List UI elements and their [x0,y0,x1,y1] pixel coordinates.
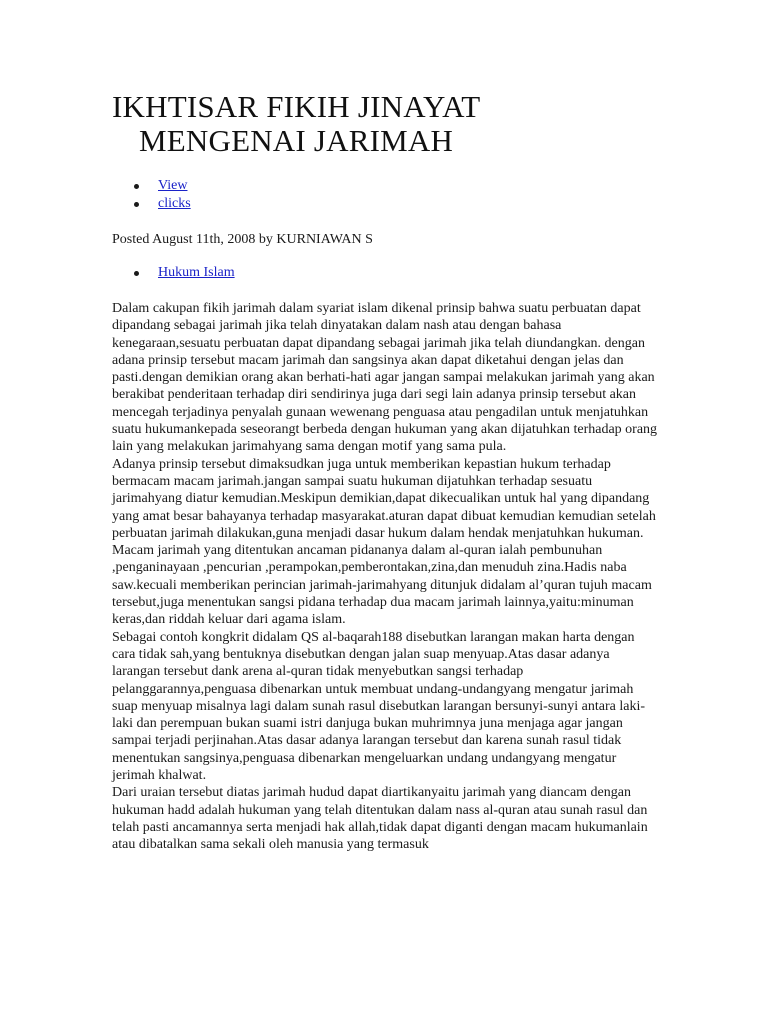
category-link[interactable]: Hukum Islam [158,265,235,280]
view-link[interactable]: View [158,178,188,193]
posted-byline: Posted August 11th, 2008 by KURNIAWAN S [112,232,373,247]
category-list [112,264,235,282]
paragraph: Adanya prinsip tersebut dimaksudkan juga untuk memberikan kepastian hukum terhadap bermacam macam jarimah.jangan sampai suatu hukuman dijatuhkan terhadap sesuatu jarimahyang diatur kemudian.Meskipun demikian,dapat dikecualikan untuk hal yang dipandang yang amat besar bahayanya terhadap masyarakat.aturan dapat dibuat kemudian kemudian setelah perbuatan jarimah dilakukan,guna menjadi dasar hukum dalam hendak menjatuhkan hukuman. [112,456,656,541]
bullet-icon [134,184,139,189]
paragraph: Sebagai contoh kongkrit didalam QS al-baqarah188 disebutkan larangan makan harta dengan cara tidak sah,yang bentuknya disebutkan dengan jalan suap menyuap.Atas dasar adanya larangan tersebut dank arena al-quran tidak menyebutkan sangsi terhadap pelanggarannya,penguasa dibenarkan untuk membuat undang-undangyang mengatur jarimah suap menyuap misalnya lagi dalam sunah rasul disebutkan larangan bersunyi-sunyi antara laki-laki dan perempuan bukan suami istri danjuga bukan muhrimnya juna menjaga agar jangan sampai terjadi perjinahan.Atas dasar adanya larangan tersebut dan karena sunah rasul tidak menentukan sangsinya,penguasa dibenarkan mengeluarkan undang undangyang mengatur jerimah khalwat. [112,629,646,784]
bullet-icon [134,271,139,276]
title-line-2: MENGENAI JARIMAH [139,123,454,158]
list-item [112,264,235,282]
list-item [112,177,191,195]
list-item [112,195,191,213]
action-links [112,177,191,212]
paragraph: Macam jarimah yang ditentukan ancaman pidananya dalam al-quran ialah pembunuhan ,penganinayaan ,pencurian ,perampokan,pemberontakan,zina,dan menuduh zina.Hadis naba saw.kecuali memberikan perincian jarimah-jarimahyang ditunjuk didalam al’quran tujuh macam tersebut,juga menentukan sangsi pidana terhadap dua macam jarimah lainnya,yaitu:minuman keras,dan riddah keluar dari agama islam. [112,543,652,628]
page-title [112,90,672,158]
paragraph: Dalam cakupan fikih jarimah dalam syariat islam dikenal prinsip bahwa suatu perbuatan dapat dipandang sebagai jarimah jika telah dinyatakan dalam nash atau dengan bahasa kenegaraan,sesuatu perbuatan dapat dipandang sebagai jarimah jika telah diundangkan. dengan adana prinsip tersebut macam jarimah dan sangsinya akan dapat diketahui dengan jelas dan pasti.dengan demikian orang akan berhati-hati agar jangan sampai melakukan jarimah yang akan berakibat penderitaan terhadap diri sendirinya juga dari segi lain adanya prinsip tersebut akan mencegah terjadinya penyalah gunaan wewenang penguasa atau pengadilan untuk menjatuhkan suatu hukumankepada seseorangt berbeda dengan hukuman yang akan dijatuhkan terhadap orang lain yang melakukan jarimahyang sama dengan motif yang sama pula. [112,301,658,455]
bullet-icon [134,202,139,207]
article-body [112,300,658,854]
paragraph: Dari uraian tersebut diatas jarimah hudud dapat diartikanyaitu jarimah yang diancam dengan hukuman hadd adalah hukuman yang telah ditentukan dalam nass al-quran atau sunah rasul dan telah pasti ancamannya serta menjadi hak allah,tidak dapat diganti dengan macam hukumanlain atau dibatalkan sama sekali oleh manusia yang termasuk [112,785,648,853]
title-line-1: IKHTISAR FIKIH JINAYAT [112,89,481,124]
clicks-link[interactable]: clicks [158,195,191,211]
